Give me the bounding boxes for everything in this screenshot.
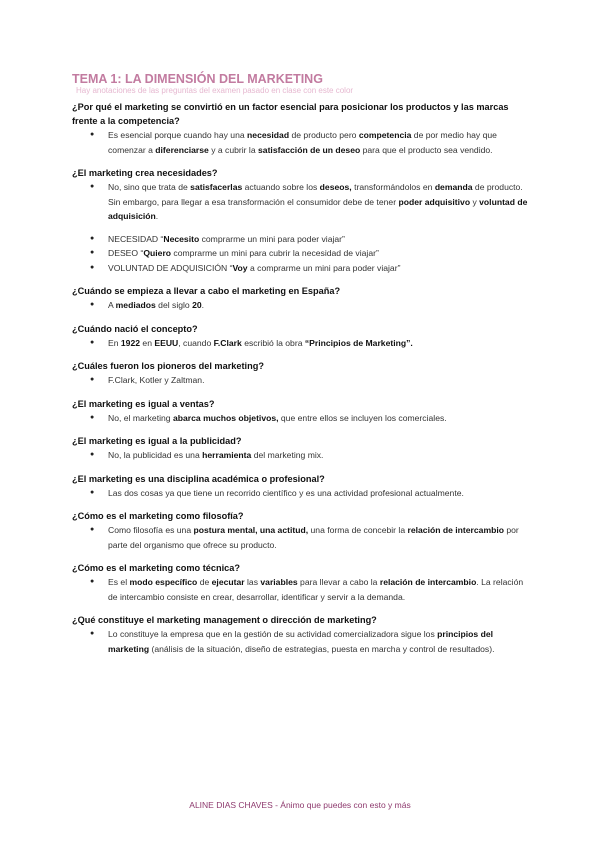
question-heading: ¿Qué constituye el marketing management o dirección de marketing? xyxy=(72,615,377,625)
answer-text: transformándolos en xyxy=(351,182,435,192)
list-item xyxy=(72,575,532,604)
bold-text: abarca muchos objetivos, xyxy=(172,412,279,423)
answer-list xyxy=(72,180,532,224)
answer-text: . xyxy=(155,211,159,221)
qa-section xyxy=(72,166,532,275)
answer-text: del siglo xyxy=(155,300,193,310)
bold-text: modo específico xyxy=(129,577,198,587)
answer-text: No, sino que trata de xyxy=(108,182,191,192)
list-item xyxy=(72,261,532,276)
bold-text: mediados xyxy=(115,300,156,310)
question-heading: ¿Cómo es el marketing como técnica? xyxy=(72,563,240,573)
bullet-icon: ● xyxy=(90,234,95,242)
qa-section xyxy=(72,434,532,463)
answer-text: de por medio hay que comenzar a xyxy=(108,130,497,155)
spacer xyxy=(72,224,532,232)
answer-text: las xyxy=(244,577,261,587)
document-subtitle: Hay anotaciones de las preguntas del examen pasado en clase con este color xyxy=(76,86,354,95)
answer-text: . xyxy=(201,300,205,310)
bold-text: EEUU xyxy=(154,337,179,348)
bold-text: Voy xyxy=(232,262,248,273)
bold-text: necesidad xyxy=(247,130,290,140)
bullet-icon: ● xyxy=(90,263,95,271)
answer-text: No, el marketing xyxy=(108,412,173,423)
answer-text: para que el producto sea vendido. xyxy=(360,144,493,155)
answer-list xyxy=(72,298,532,313)
qa-section xyxy=(72,322,532,351)
answer-list xyxy=(72,336,532,351)
list-item xyxy=(72,373,532,388)
question-heading: ¿El marketing es igual a ventas? xyxy=(72,398,215,409)
list-item xyxy=(72,128,532,157)
bold-text: 1922 xyxy=(120,337,141,348)
answer-text: por parte del organismo que ofrece su producto. xyxy=(108,525,519,550)
list-item xyxy=(72,232,532,247)
answer-text: F.Clark, Kotler y Zaltman. xyxy=(108,375,205,385)
bold-text: satisfacerlas xyxy=(190,182,243,192)
bold-text: voluntad de adquisición xyxy=(108,196,528,221)
bold-text: F.Clark xyxy=(213,337,242,348)
list-item xyxy=(72,627,532,656)
bold-text: competencia xyxy=(358,130,412,140)
question-heading: ¿Cuándo nació el concepto? xyxy=(72,323,198,334)
answer-text: En xyxy=(108,337,121,348)
question-heading: ¿El marketing es igual a la publicidad? xyxy=(72,436,242,446)
answer-list xyxy=(72,448,532,463)
answer-text: para llevar a cabo la xyxy=(297,577,380,587)
answer-list xyxy=(72,575,532,604)
answer-text: “ xyxy=(138,248,144,258)
answer-list xyxy=(72,373,532,388)
bold-text: variables xyxy=(260,577,298,587)
qa-section xyxy=(72,561,532,604)
answer-text: que entre ellos se incluyen los comerciales. xyxy=(278,412,447,423)
bullet-icon: ● xyxy=(90,183,95,190)
document-title: TEMA 1: LA DIMENSIÓN DEL MARKETING xyxy=(72,72,323,86)
answer-text: Las dos cosas ya que tiene un recorrido científico y es una actividad profesional actualmente. xyxy=(108,487,464,498)
answer-text: Lo constituye la empresa que en la gestión de su actividad comercializadora sigue los xyxy=(108,629,438,639)
bold-text: 20 xyxy=(192,300,202,310)
list-item xyxy=(72,448,532,463)
qa-section xyxy=(72,397,532,426)
answer-text: de producto pero xyxy=(289,130,359,140)
answer-list xyxy=(72,411,532,426)
answer-text: Como filosofía es una xyxy=(108,525,194,535)
question-heading: ¿Por qué el marketing se convirtió en un factor esencial para posicionar los productos y las marcas frente a la competencia? xyxy=(72,102,509,126)
definition-list xyxy=(72,232,532,276)
bullet-icon: ● xyxy=(90,376,95,383)
bullet-icon: ● xyxy=(90,131,95,138)
qa-section xyxy=(72,472,532,501)
answer-text: (análisis de la situación, diseño de estrategias, puesta en marcha y control de resultados). xyxy=(149,643,495,654)
bullet-icon: ● xyxy=(90,301,95,308)
answer-list xyxy=(72,486,532,501)
bold-text: satisfacción de un deseo xyxy=(258,144,361,155)
answer-text: en xyxy=(140,337,155,348)
answer-text: “ xyxy=(158,233,164,244)
qa-section xyxy=(72,284,532,313)
list-item xyxy=(72,336,532,351)
bold-text: relación de intercambio xyxy=(407,525,504,535)
bold-text: Quiero xyxy=(143,248,172,258)
question-heading: ¿Cuándo se empieza a llevar a cabo el marketing en España? xyxy=(72,286,341,296)
answer-text: Es el xyxy=(108,577,130,587)
document-page xyxy=(72,72,532,665)
answer-text: Es esencial porque cuando hay una xyxy=(108,130,248,140)
answer-text: comprarme un mini para cubrir la necesidad de viajar” xyxy=(171,248,379,258)
answer-text: de xyxy=(197,577,212,587)
bold-text: demanda xyxy=(434,182,473,192)
qa-section xyxy=(72,100,532,157)
bullet-icon: ● xyxy=(90,451,95,458)
answer-text: y xyxy=(470,196,480,207)
answer-text: comprarme un mini para poder viajar” xyxy=(199,233,345,244)
bold-text: ejecutar xyxy=(211,577,245,587)
bold-text: principios del marketing xyxy=(108,629,494,654)
qa-section xyxy=(72,359,532,388)
list-item xyxy=(72,298,532,313)
bold-text: deseos, xyxy=(319,182,352,192)
bold-text: herramienta xyxy=(202,450,252,460)
question-heading: ¿El marketing crea necesidades? xyxy=(72,168,218,178)
answer-text: “ xyxy=(227,262,233,273)
question-heading: ¿El marketing es una disciplina académica o profesional? xyxy=(72,473,325,484)
qa-section xyxy=(72,613,532,656)
bold-text: poder adquisitivo xyxy=(398,196,471,207)
bold-text: “Principios de Marketing”. xyxy=(304,337,413,348)
bullet-icon: ● xyxy=(90,630,95,637)
answer-text: una forma de concebir la xyxy=(308,525,408,535)
bullet-icon: ● xyxy=(90,526,95,533)
qa-section xyxy=(72,509,532,552)
answer-text: y a cubrir la xyxy=(208,144,259,155)
answer-text: a comprarme un mini para poder viajar” xyxy=(247,262,401,273)
bullet-icon: ● xyxy=(90,338,95,346)
list-item xyxy=(72,486,532,501)
list-item xyxy=(72,523,532,552)
answer-text: de producto. Sin embargo, para llegar a esa transformación el consumidor debe de tener xyxy=(108,182,523,207)
answer-text: , cuando xyxy=(178,337,214,348)
bullet-icon: ● xyxy=(90,249,95,256)
answer-list xyxy=(72,523,532,552)
answer-text: DESEO xyxy=(108,248,139,258)
answer-text: VOLUNTAD DE ADQUISICIÓN xyxy=(108,262,228,273)
qa-sections xyxy=(72,100,532,656)
list-item xyxy=(72,411,532,426)
list-item xyxy=(72,180,532,224)
list-item xyxy=(72,246,532,261)
bold-text: Necesito xyxy=(163,233,200,244)
bullet-icon: ● xyxy=(90,578,95,585)
answer-text: del marketing mix. xyxy=(251,450,324,460)
page-footer: ALINE DIAS CHAVES - Ánimo que puedes con esto y más xyxy=(189,800,411,810)
bold-text: diferenciarse xyxy=(155,144,209,155)
question-heading: ¿Cuáles fueron los pioneros del marketing? xyxy=(72,361,264,371)
answer-text: . La relación de intercambio consiste en crear, desarrollar, identificar y servir a la demanda. xyxy=(108,577,524,602)
bullet-icon: ● xyxy=(90,488,95,496)
answer-text: No, la publicidad es una xyxy=(108,450,203,460)
answer-text: actuando sobre los xyxy=(242,182,320,192)
answer-list xyxy=(72,627,532,656)
bullet-icon: ● xyxy=(90,413,95,421)
question-heading: ¿Cómo es el marketing como filosofía? xyxy=(72,511,244,521)
bold-text: relación de intercambio xyxy=(379,577,477,587)
answer-text: escribió la obra xyxy=(241,337,305,348)
answer-text: NECESIDAD xyxy=(108,233,159,244)
answer-list xyxy=(72,128,532,157)
bold-text: postura mental, una actitud, xyxy=(193,525,309,535)
answer-text: A xyxy=(108,300,116,310)
